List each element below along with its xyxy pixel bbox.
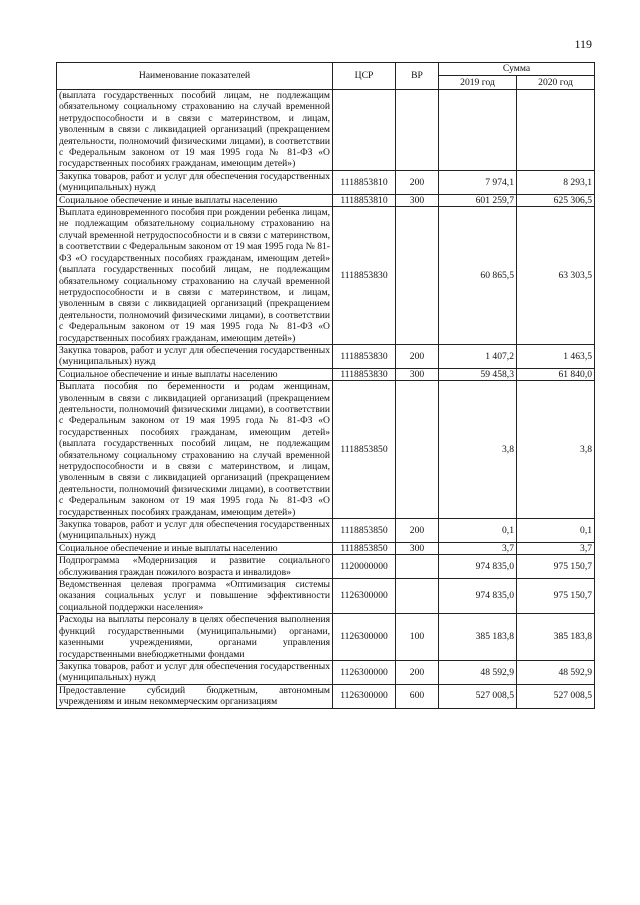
row-csr-cell: 1118853810 xyxy=(333,194,396,206)
row-2020-cell: 1 463,5 xyxy=(517,344,595,368)
row-name-cell: Ведомственная целевая программа «Оптимизация системы оказания социальных услуг и повышение эффективности социальной поддержки населения» xyxy=(57,579,333,614)
row-2019-cell: 3,8 xyxy=(439,381,517,519)
row-2019-cell: 974 835,0 xyxy=(439,555,517,579)
row-name-cell: Выплата пособия по беременности и родам женщинам, уволенным в связи с ликвидацией организаций (прекращением деятельности, полномочий физическими лицами), в соответствии с Федеральным законом от 19 мая 1995 года № 81-ФЗ «О государственных пособиях гражданам, имеющим детей» (выплата государственных пособий лицам, не подлежащим обязательному социальному страхованию на случай временной нетрудоспособности и в связи с материнством, и лицам, уволенным в связи с ликвидацией организаций (прекращением деятельности, полномочий физическими лицами), в соответствии с Федеральным законом от 19 мая 1995 года № 81-ФЗ «О государственных пособиях гражданам, имеющим детей») xyxy=(57,381,333,519)
row-csr-cell: 1120000000 xyxy=(333,555,396,579)
row-2019-cell: 48 592,9 xyxy=(439,660,517,684)
row-2019-cell: 1 407,2 xyxy=(439,344,517,368)
row-2020-cell: 8 293,1 xyxy=(517,170,595,194)
header-year-2019: 2019 год xyxy=(439,76,517,90)
row-csr-cell: 1118853850 xyxy=(333,542,396,554)
row-vr-cell: 200 xyxy=(396,344,439,368)
row-name-cell: Предоставление субсидий бюджетным, автономным учреждениям и иным некоммерческим организациям xyxy=(57,684,333,708)
row-2020-cell: 61 840,0 xyxy=(517,368,595,380)
row-2020-cell: 3,8 xyxy=(517,381,595,519)
row-csr-cell: 1118853850 xyxy=(333,519,396,543)
table-body xyxy=(57,90,595,709)
page-number: 119 xyxy=(574,37,592,51)
row-name-cell: Подпрограмма «Модернизация и развитие социального обслуживания граждан пожилого возраста и инвалидов» xyxy=(57,555,333,579)
row-vr-cell: 200 xyxy=(396,519,439,543)
row-name-cell: Социальное обеспечение и иные выплаты населению xyxy=(57,542,333,554)
row-2020-cell: 625 306,5 xyxy=(517,194,595,206)
header-csr: ЦСР xyxy=(333,63,396,90)
header-sum: Сумма xyxy=(439,63,595,76)
row-name-cell: Социальное обеспечение и иные выплаты населению xyxy=(57,368,333,380)
row-2020-cell: 0,1 xyxy=(517,519,595,543)
row-vr-cell xyxy=(396,381,439,519)
row-vr-cell: 100 xyxy=(396,614,439,661)
table-header xyxy=(57,63,595,90)
row-2019-cell: 60 865,5 xyxy=(439,207,517,345)
header-name: Наименование показателей xyxy=(57,63,333,90)
row-name-cell: Закупка товаров, работ и услуг для обеспечения государственных (муниципальных) нужд xyxy=(57,660,333,684)
row-csr-cell: 1126300000 xyxy=(333,684,396,708)
row-2020-cell: 3,7 xyxy=(517,542,595,554)
row-2020-cell xyxy=(517,90,595,171)
row-2020-cell: 975 150,7 xyxy=(517,579,595,614)
table-row xyxy=(57,519,595,543)
row-vr-cell: 200 xyxy=(396,660,439,684)
table-row xyxy=(57,170,595,194)
table-row xyxy=(57,684,595,708)
row-csr-cell: 1126300000 xyxy=(333,660,396,684)
header-year-2020: 2020 год xyxy=(517,76,595,90)
row-2019-cell: 3,7 xyxy=(439,542,517,554)
table-row xyxy=(57,368,595,380)
row-vr-cell: 200 xyxy=(396,170,439,194)
row-2019-cell: 7 974,1 xyxy=(439,170,517,194)
row-2019-cell: 0,1 xyxy=(439,519,517,543)
table-row xyxy=(57,344,595,368)
row-2019-cell: 974 835,0 xyxy=(439,579,517,614)
row-name-cell: Закупка товаров, работ и услуг для обеспечения государственных (муниципальных) нужд xyxy=(57,344,333,368)
row-2019-cell: 385 183,8 xyxy=(439,614,517,661)
table-row xyxy=(57,90,595,171)
row-csr-cell: 1126300000 xyxy=(333,614,396,661)
row-name-cell: Социальное обеспечение и иные выплаты населению xyxy=(57,194,333,206)
table-row xyxy=(57,207,595,345)
row-vr-cell xyxy=(396,90,439,171)
row-name-cell: Закупка товаров, работ и услуг для обеспечения государственных (муниципальных) нужд xyxy=(57,519,333,543)
budget-table xyxy=(56,62,595,709)
header-vr: ВР xyxy=(396,63,439,90)
table-row xyxy=(57,194,595,206)
row-csr-cell: 1118853810 xyxy=(333,170,396,194)
row-csr-cell: 1126300000 xyxy=(333,579,396,614)
row-2020-cell: 48 592,9 xyxy=(517,660,595,684)
table-row xyxy=(57,542,595,554)
table-row xyxy=(57,579,595,614)
row-name-cell: Расходы на выплаты персоналу в целях обеспечения выполнения функций государственными (муниципальными) органами, казенными учреждениями, органами управления государственными внебюджетными фондами xyxy=(57,614,333,661)
table-row xyxy=(57,614,595,661)
row-name-cell: (выплата государственных пособий лицам, не подлежащим обязательному социальному страхованию на случай временной нетрудоспособности и в связи с материнством, и лицам, уволенным в связи с ликвидацией организаций (прекращением деятельности, полномочий физическими лицами), в соответствии с Федеральным законом от 19 мая 1995 года № 81-ФЗ «О государственных пособиях гражданам, имеющим детей») xyxy=(57,90,333,171)
table-row xyxy=(57,555,595,579)
row-vr-cell xyxy=(396,207,439,345)
row-csr-cell: 1118853850 xyxy=(333,381,396,519)
row-csr-cell: 1118853830 xyxy=(333,207,396,345)
table-row xyxy=(57,381,595,519)
row-vr-cell: 300 xyxy=(396,194,439,206)
row-vr-cell: 300 xyxy=(396,542,439,554)
row-2019-cell: 59 458,3 xyxy=(439,368,517,380)
row-2020-cell: 385 183,8 xyxy=(517,614,595,661)
row-2019-cell xyxy=(439,90,517,171)
table-row xyxy=(57,660,595,684)
row-vr-cell xyxy=(396,555,439,579)
row-2020-cell: 527 008,5 xyxy=(517,684,595,708)
row-csr-cell: 1118853830 xyxy=(333,344,396,368)
row-csr-cell: 1118853830 xyxy=(333,368,396,380)
row-vr-cell: 600 xyxy=(396,684,439,708)
row-name-cell: Выплата единовременного пособия при рождении ребенка лицам, не подлежащим обязательному социальному страхованию на случай временной нетрудоспособности и в связи с материнством, в соответствии с Федеральным законом от 19 мая 1995 года № 81-ФЗ «О государственных пособиях гражданам, имеющим детей» (выплата государственных пособий лицам, не подлежащим обязательному социальному страхованию на случай временной нетрудоспособности и в связи с материнством, и лицам, уволенным в связи с ликвидацией организаций (прекращением деятельности, полномочий физическими лицами), в соответствии с Федеральным законом от 19 мая 1995 года № 81-ФЗ «О государственных пособиях гражданам, имеющим детей») xyxy=(57,207,333,345)
row-csr-cell xyxy=(333,90,396,171)
row-2019-cell: 601 259,7 xyxy=(439,194,517,206)
row-2020-cell: 63 303,5 xyxy=(517,207,595,345)
row-name-cell: Закупка товаров, работ и услуг для обеспечения государственных (муниципальных) нужд xyxy=(57,170,333,194)
row-2020-cell: 975 150,7 xyxy=(517,555,595,579)
row-2019-cell: 527 008,5 xyxy=(439,684,517,708)
row-vr-cell: 300 xyxy=(396,368,439,380)
row-vr-cell xyxy=(396,579,439,614)
